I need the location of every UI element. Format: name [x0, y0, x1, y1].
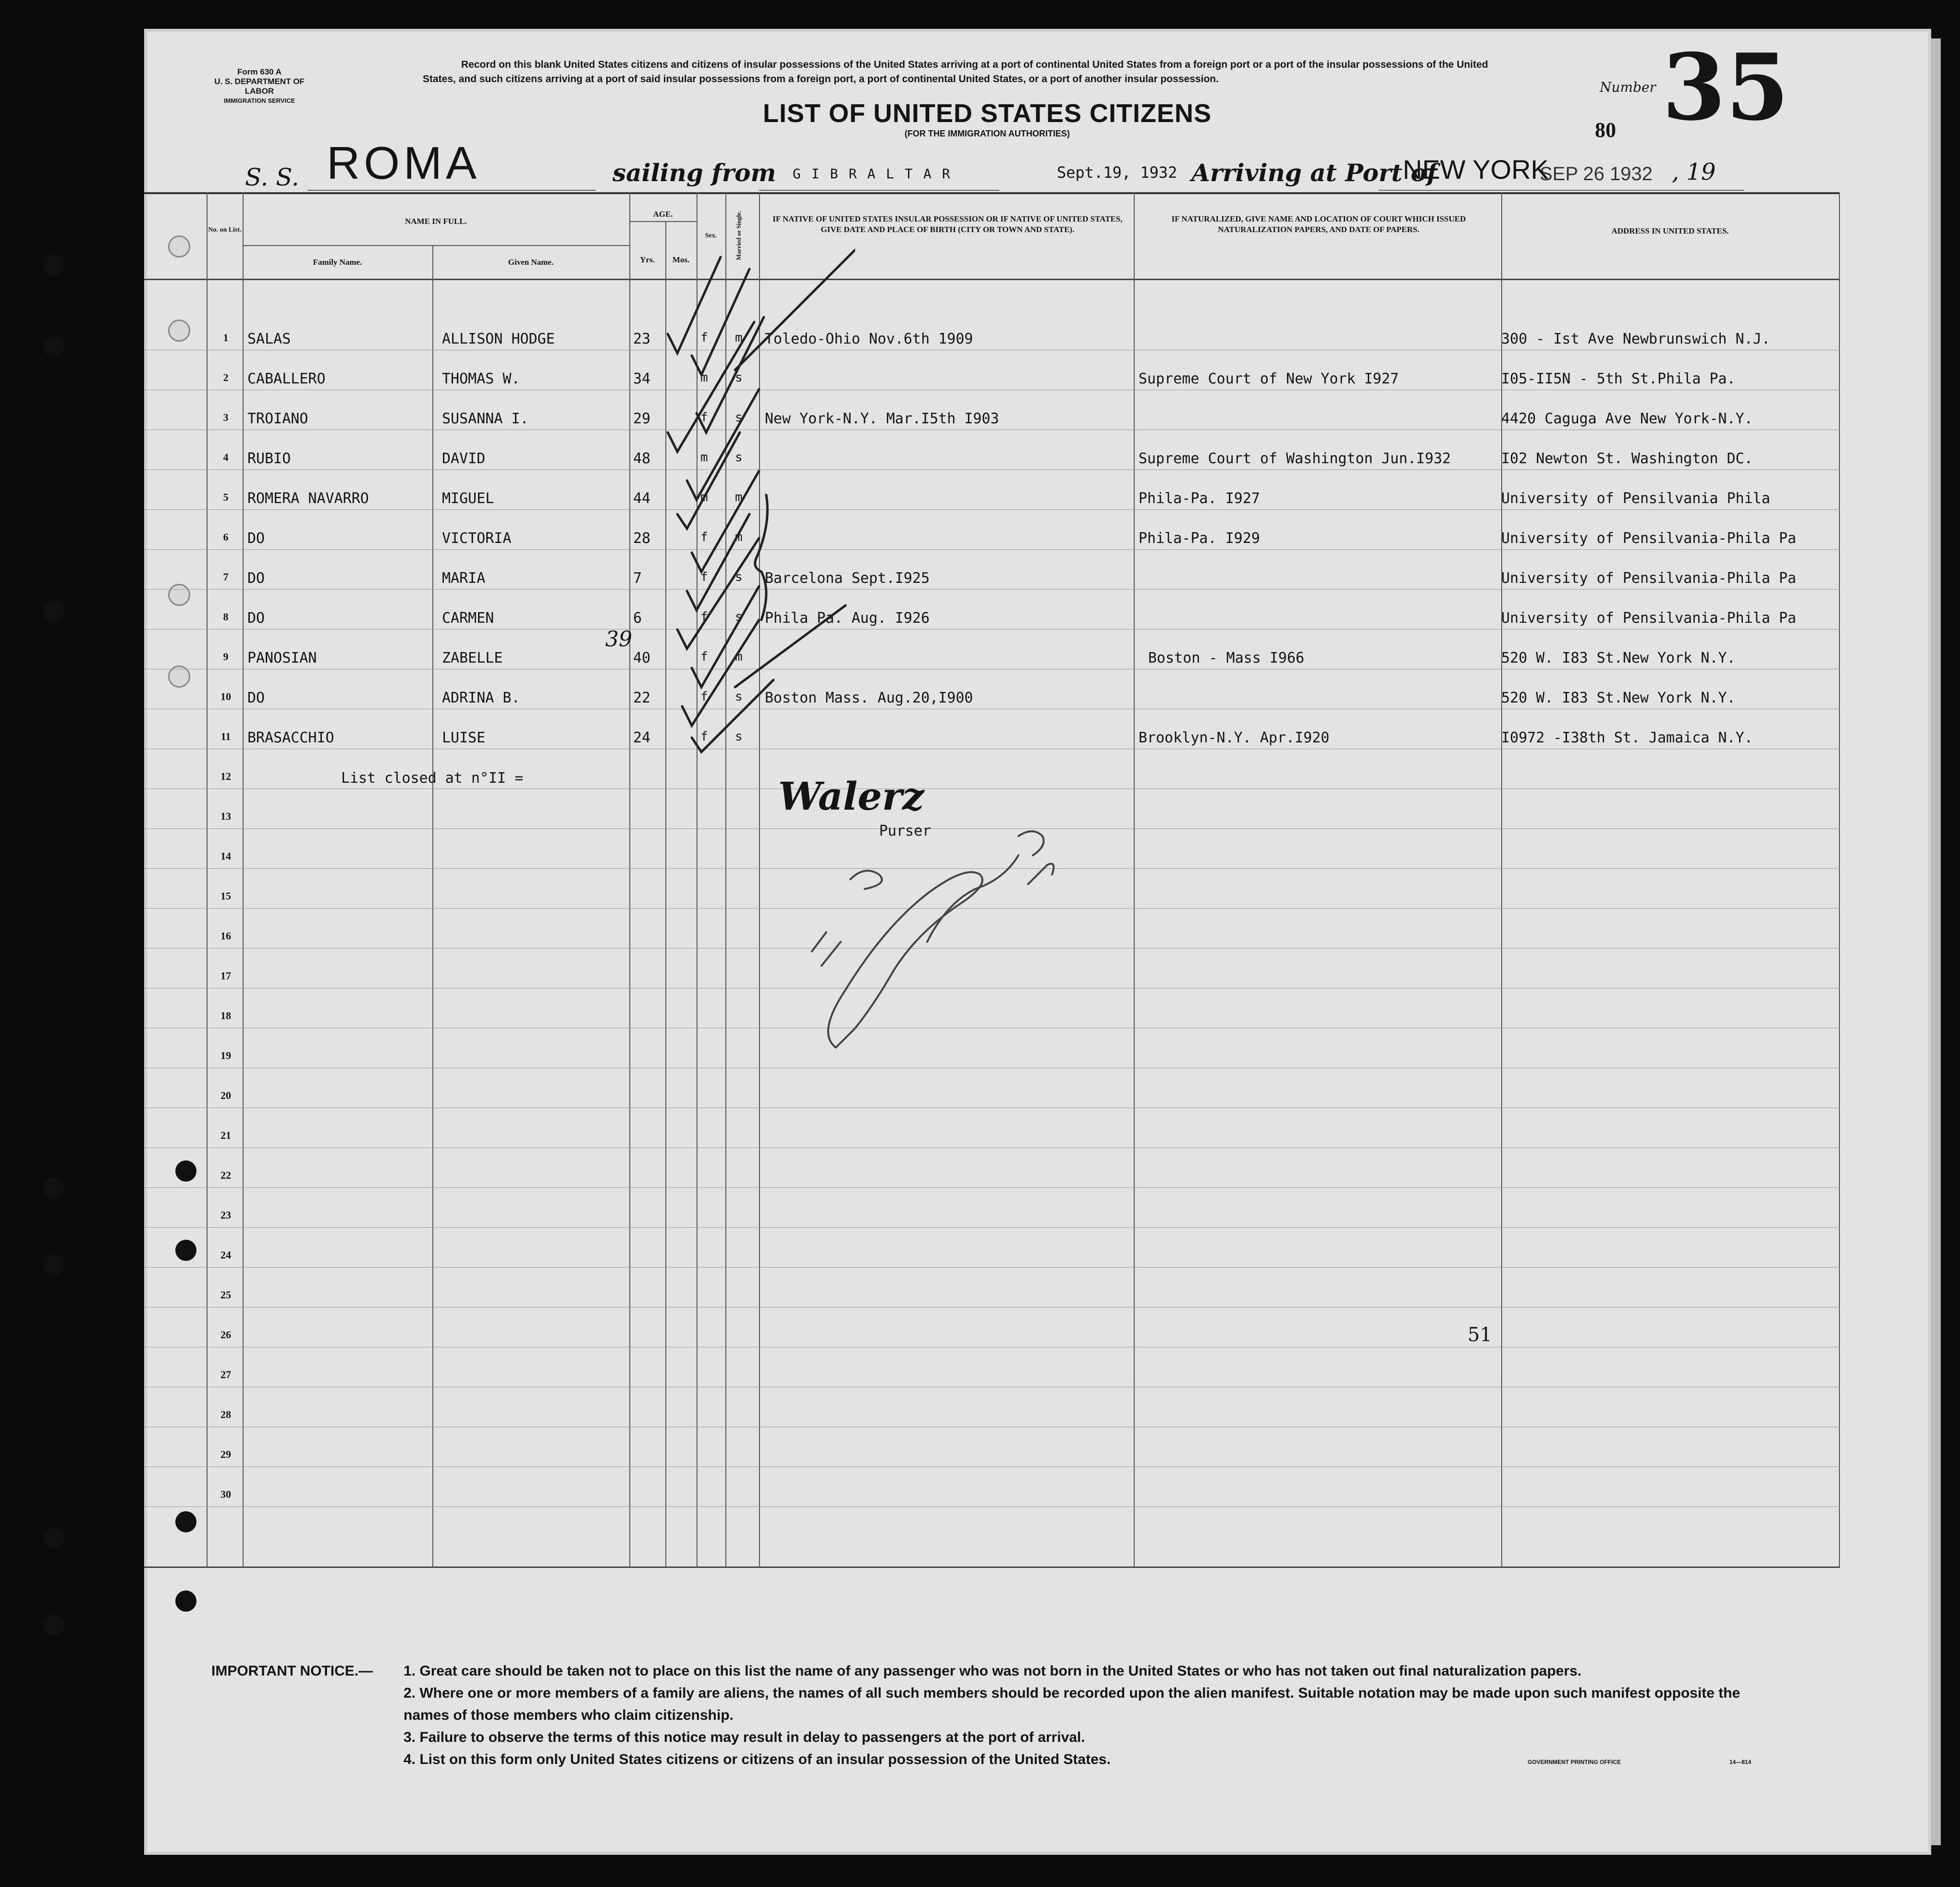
row-number: 10 [220, 691, 231, 703]
sex-cell: f [700, 530, 708, 544]
family-name-cell: DO [247, 570, 265, 587]
row-number: 22 [220, 1169, 231, 1181]
notice-item-4: 4. List on this form only United States citizens or citizens of an insular possession of the United States. [404, 1751, 1111, 1767]
family-name-cell: TROIANO [247, 410, 308, 427]
header-name: NAME IN FULL. [405, 217, 467, 226]
handwritten-checkmarks [625, 211, 855, 754]
header-no: No. on List. [208, 226, 242, 234]
header-bottom-border [144, 279, 1840, 280]
row-rule [144, 1227, 1840, 1228]
row-number: 9 [223, 651, 229, 663]
notice-heading: IMPORTANT NOTICE.— [211, 1663, 373, 1679]
ship-name-rule [307, 190, 596, 191]
sex-cell: f [700, 729, 708, 744]
marital-status-cell: s [735, 610, 743, 624]
binder-hole [43, 1254, 64, 1275]
binder-hole [43, 1528, 64, 1549]
given-name-cell: ALLISON HODGE [442, 331, 555, 347]
form-header-left [202, 67, 317, 106]
row-number: 2 [223, 371, 229, 383]
col-divider [1501, 192, 1502, 1567]
row-number: 25 [220, 1289, 231, 1301]
row-number: 1 [223, 332, 229, 344]
given-name-cell: MARIA [442, 570, 486, 587]
department: U. S. DEPARTMENT OF LABOR [214, 77, 305, 96]
age-years-cell: 29 [633, 410, 651, 427]
given-name-cell: ADRINA B. [442, 690, 520, 706]
header-birth: IF NATIVE OF UNITED STATES INSULAR POSSESSION OR IF NATIVE OF UNITED STATES, GIVE DATE AND PLACE OF BIRTH (CITY OR TOWN AND STATE). [772, 214, 1123, 234]
address-cell: I0972 -I38th St. Jamaica N.Y. [1501, 729, 1753, 746]
col-divider [1839, 192, 1840, 1567]
naturalization-cell: Brooklyn-N.Y. Apr.I920 [1139, 729, 1330, 746]
row-number: 11 [220, 730, 231, 742]
family-name-cell: CABALLERO [247, 370, 326, 387]
birth-place-date-cell: Barcelona Sept.I925 [765, 570, 930, 587]
marital-status-cell: s [735, 370, 743, 385]
ship-prefix: S. S. [245, 163, 299, 191]
printer-imprint: GOVERNMENT PRINTING OFFICE [1528, 1759, 1621, 1765]
naturalization-cell: Supreme Court of New York I927 [1139, 370, 1399, 387]
given-name-cell: ZABELLE [442, 650, 503, 666]
marital-status-cell: s [735, 410, 743, 425]
address-cell: University of Pensilvania-Phila Pa [1501, 570, 1797, 587]
sailing-port-rule [759, 190, 999, 191]
row-rule [144, 1506, 1840, 1507]
row-number: 12 [220, 770, 231, 782]
table-top-border [144, 192, 1840, 194]
address-cell: I02 Newton St. Washington DC. [1501, 450, 1753, 467]
header-sex: Sex. [705, 232, 717, 239]
family-name-cell: DO [247, 610, 265, 627]
naturalization-cell: Supreme Court of Washington Jun.I932 [1139, 450, 1451, 467]
row-number: 30 [220, 1488, 231, 1500]
col-divider [432, 245, 433, 1567]
age-years-cell: 24 [633, 729, 651, 746]
given-name-cell: DAVID [442, 450, 486, 467]
marital-status-cell: m [735, 650, 743, 664]
row-number: 7 [223, 571, 229, 583]
margin-stamp: 51 [1468, 1324, 1492, 1346]
form-subtitle: (FOR THE IMMIGRATION AUTHORITIES) [905, 129, 1070, 138]
list-closed-note: List closed at n°II = [341, 770, 524, 787]
arriving-port: NEW YORK [1403, 154, 1549, 185]
row-rule [144, 589, 1840, 590]
row-rule [144, 509, 1840, 510]
address-cell: I05-II5N - 5th St.Phila Pa. [1501, 370, 1736, 387]
row-number: 17 [220, 970, 231, 982]
marital-status-cell: s [735, 450, 743, 465]
row-number: 3 [223, 411, 229, 423]
age-years-cell: 7 [633, 570, 642, 587]
binder-hole [175, 1240, 196, 1261]
birth-place-date-cell: Toledo-Ohio Nov.6th 1909 [765, 331, 973, 347]
age-years-cell: 44 [633, 490, 651, 507]
birth-place-date-cell: Boston Mass. Aug.20,I900 [765, 690, 973, 706]
age-years-cell: 34 [633, 370, 651, 387]
header-age: AGE. [653, 210, 673, 219]
sex-cell: m [700, 490, 708, 505]
address-cell: University of Pensilvania Phila [1501, 490, 1770, 507]
given-name-cell: VICTORIA [442, 530, 512, 547]
address-cell: 520 W. I83 St.New York N.Y. [1501, 650, 1736, 666]
header-married: Married or Single. [735, 210, 742, 260]
form-title: LIST OF UNITED STATES CITIZENS [763, 99, 1212, 128]
year-suffix: , 19 [1672, 159, 1716, 185]
age-years-cell: 40 [633, 650, 651, 666]
address-cell: 520 W. I83 St.New York N.Y. [1501, 690, 1736, 706]
address-cell: 300 - Ist Ave Newbrunswich N.J. [1501, 331, 1770, 347]
sailing-label: sailing from [612, 159, 776, 187]
family-name-cell: DO [247, 690, 265, 706]
binder-hole [43, 255, 64, 276]
col-divider [1134, 192, 1135, 1567]
punch-ring [168, 320, 190, 342]
col-divider [243, 192, 244, 1567]
sex-cell: f [700, 690, 708, 704]
given-name-cell: SUSANNA I. [442, 410, 529, 427]
notice-item-1: 1. Great care should be taken not to place on this list the name of any passenger who was not born in the United States or who has not taken out final naturalization papers. [404, 1663, 1582, 1679]
row-rule [144, 469, 1840, 470]
sex-cell: f [700, 570, 708, 584]
row-number: 26 [220, 1329, 231, 1341]
binder-hole [43, 1177, 64, 1198]
service: IMMIGRATION SERVICE [223, 97, 295, 104]
notice-item-3: 3. Failure to observe the terms of this notice may result in delay to passengers at the port of arrival. [404, 1729, 1085, 1745]
binder-hole [43, 1615, 64, 1636]
row-rule [144, 1147, 1840, 1148]
table-bottom-border [144, 1566, 1840, 1568]
row-number: 19 [220, 1049, 231, 1061]
manifest-number: 35 [1662, 34, 1789, 141]
sailing-port: GIBRALTAR [793, 166, 961, 182]
family-name-cell: PANOSIAN [247, 650, 317, 666]
age-years-cell: 6 [633, 610, 642, 627]
naturalization-cell: Phila-Pa. I929 [1139, 530, 1260, 547]
row-number: 29 [220, 1448, 231, 1460]
sex-cell: f [700, 650, 708, 664]
sex-cell: f [700, 410, 708, 425]
naturalization-cell: Boston - Mass I966 [1148, 650, 1305, 666]
notice-items [404, 1660, 1777, 1771]
age-years-cell: 23 [633, 331, 651, 347]
ship-name: ROMA [327, 137, 480, 189]
row-number: 18 [220, 1010, 231, 1022]
marital-status-cell: m [735, 530, 743, 544]
sex-cell: m [700, 450, 708, 465]
arriving-label: Arriving at Port of [1191, 159, 1437, 187]
row-number: 23 [220, 1209, 231, 1221]
inspector-signature [769, 817, 1076, 1052]
family-name-cell: BRASACCHIO [247, 729, 334, 746]
row-number: 28 [220, 1408, 231, 1420]
header-address: ADDRESS IN UNITED STATES. [1611, 226, 1729, 235]
given-name-cell: CARMEN [442, 610, 494, 627]
row-number: 16 [220, 930, 231, 942]
purser-signature: Walerz [778, 774, 924, 819]
header-yrs: Yrs. [640, 255, 655, 264]
family-name-cell: RUBIO [247, 450, 291, 467]
header-given: Given Name. [508, 258, 554, 267]
binder-hole [175, 1511, 196, 1532]
family-name-cell: SALAS [247, 331, 291, 347]
row-number: 5 [223, 491, 229, 503]
row-rule [144, 1187, 1840, 1188]
header-mos: Mos. [672, 255, 690, 264]
row-number: 15 [220, 890, 231, 902]
header-naturalized: IF NATURALIZED, GIVE NAME AND LOCATION OF COURT WHICH ISSUED NATURALIZATION PAPERS, AND DATE OF PAPERS. [1171, 214, 1466, 234]
naturalization-cell: Phila-Pa. I927 [1139, 490, 1260, 507]
marital-status-cell: s [735, 690, 743, 704]
handwritten-age-annotation: 39 [605, 627, 632, 652]
family-name-cell: ROMERA NAVARRO [247, 490, 369, 507]
binder-hole [175, 1160, 196, 1182]
name-subheader-rule [243, 245, 629, 246]
header-family: Family Name. [313, 258, 362, 267]
row-number: 24 [220, 1249, 231, 1261]
form-id: Form 630 A [237, 67, 282, 76]
arrival-date-stamp: SEP 26 1932 [1540, 163, 1653, 185]
row-number: 14 [220, 850, 231, 862]
birth-place-date-cell: Phila Pa. Aug. I926 [765, 610, 930, 627]
row-number: 8 [223, 611, 229, 623]
row-rule [144, 549, 1840, 550]
sex-cell: m [700, 370, 708, 385]
notice-item-2: 2. Where one or more members of a family are aliens, the names of all such members should be recorded upon the alien manifest. Suitable notation may be made upon such manifest opposite the names of those members who claim citizenship. [404, 1685, 1740, 1723]
marital-status-cell: m [735, 490, 743, 505]
sex-cell: f [700, 610, 708, 624]
row-number: 13 [220, 810, 231, 822]
age-years-cell: 28 [633, 530, 651, 547]
binder-hole [175, 1591, 196, 1612]
marital-status-cell: m [735, 331, 743, 345]
col-divider [207, 192, 208, 1567]
page-number: 80 [1595, 118, 1616, 142]
row-number: 21 [220, 1129, 231, 1141]
family-name-cell: DO [247, 530, 265, 547]
form-instruction: Record on this blank United States citizens and citizens of insular possessions of the United States arriving at a port of continental United States from a foreign port or a port of the insular possessions of the United States, and such citizens arriving at a port of said insular possessions from a foreign port, a port of continental United States, or a port of another insular possession. [423, 59, 1488, 85]
purser-label: Purser [879, 823, 931, 839]
address-cell: University of Pensilvania-Phila Pa [1501, 530, 1797, 547]
given-name-cell: LUISE [442, 729, 486, 746]
row-rule [144, 1267, 1840, 1268]
birth-place-date-cell: New York-N.Y. Mar.I5th I903 [765, 410, 999, 427]
sailing-date: Sept.19, 1932 [1057, 163, 1177, 182]
row-number: 20 [220, 1089, 231, 1101]
address-cell: 4420 Caguga Ave New York-N.Y. [1501, 410, 1753, 427]
row-number: 4 [223, 451, 229, 463]
age-years-cell: 22 [633, 690, 651, 706]
marital-status-cell: s [735, 729, 743, 744]
age-years-cell: 48 [633, 450, 651, 467]
given-name-cell: MIGUEL [442, 490, 494, 507]
given-name-cell: THOMAS W. [442, 370, 520, 387]
row-number: 27 [220, 1369, 231, 1381]
marital-status-cell: s [735, 570, 743, 584]
binder-hole [43, 601, 64, 622]
address-cell: University of Pensilvania-Phila Pa [1501, 610, 1797, 627]
binder-hole [43, 336, 64, 358]
printer-code: 14—814 [1729, 1759, 1752, 1765]
punch-ring [168, 584, 190, 606]
arrival-rule [1379, 190, 1744, 191]
punch-ring [168, 235, 190, 258]
sex-cell: f [700, 331, 708, 345]
row-number: 6 [223, 531, 229, 543]
number-label: Number [1600, 79, 1656, 95]
